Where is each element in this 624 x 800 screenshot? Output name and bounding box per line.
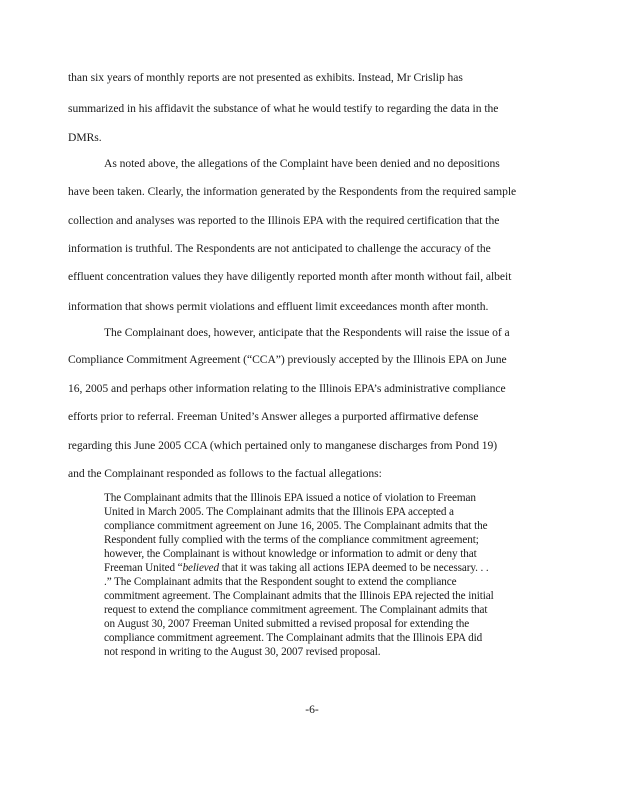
body-line: information is truthful. The Respondents are not anticipated to challenge the accuracy of the	[68, 242, 491, 255]
body-line: information that shows permit violations and effluent limit exceedances month after month.	[68, 300, 489, 313]
body-line: have been taken. Clearly, the information generated by the Respondents from the required sample	[68, 185, 517, 198]
quote-line: not respond in writing to the August 30, 2007 revised proposal.	[104, 646, 381, 658]
quote-line	[104, 561, 534, 575]
quote-line: on August 30, 2007 Freeman United submitted a revised proposal for extending the	[104, 618, 470, 630]
emphasized-word: believed	[182, 562, 220, 574]
quote-text: that it was taking all actions IEPA deemed to be necessary. . .	[219, 562, 489, 574]
quote-line: Respondent fully complied with the terms of the compliance commitment agreement;	[104, 534, 479, 546]
quote-line: compliance commitment agreement on June 16, 2005. The Complainant admits that the	[104, 520, 488, 532]
quote-line: however, the Complainant is without knowledge or information to admit or deny that	[104, 548, 477, 560]
quote-text: Freeman United “	[104, 562, 183, 574]
body-line: and the Complainant responded as follows to the factual allegations:	[68, 467, 382, 480]
quote-line: .” The Complainant admits that the Respondent sought to extend the compliance	[104, 576, 457, 588]
body-line: effluent concentration values they have diligently reported month after month without fail, albeit	[68, 270, 512, 283]
body-line: DMRs.	[68, 131, 102, 144]
body-line: regarding this June 2005 CCA (which pertained only to manganese discharges from Pond 19)	[68, 439, 498, 452]
quote-line: The Complainant admits that the Illinois EPA issued a notice of violation to Freeman	[104, 492, 476, 504]
quote-line: commitment agreement. The Complainant admits that the Illinois EPA rejected the initial	[104, 590, 494, 602]
body-line: The Complainant does, however, anticipate that the Respondents will raise the issue of a	[104, 326, 510, 339]
body-line: collection and analyses was reported to the Illinois EPA with the required certification that the	[68, 214, 500, 227]
page-number: -6-	[305, 703, 319, 716]
body-line: summarized in his affidavit the substance of what he would testify to regarding the data in the	[68, 102, 499, 115]
body-line: than six years of monthly reports are not presented as exhibits. Instead, Mr Crislip has	[68, 71, 463, 84]
body-line: efforts prior to referral. Freeman United’s Answer alleges a purported affirmative defense	[68, 410, 479, 423]
quote-line: request to extend the compliance commitment agreement. The Complainant admits that	[104, 604, 488, 616]
quote-line: compliance commitment agreement. The Complainant admits that the Illinois EPA did	[104, 632, 483, 644]
body-line: 16, 2005 and perhaps other information relating to the Illinois EPA’s administrative compliance	[68, 382, 506, 395]
quote-line: United in March 2005. The Complainant admits that the Illinois EPA accepted a	[104, 506, 454, 518]
body-line: Compliance Commitment Agreement (“CCA”) previously accepted by the Illinois EPA on June	[68, 353, 507, 366]
block-quote	[104, 491, 534, 659]
body-line: As noted above, the allegations of the Complaint have been denied and no depositions	[104, 157, 500, 170]
